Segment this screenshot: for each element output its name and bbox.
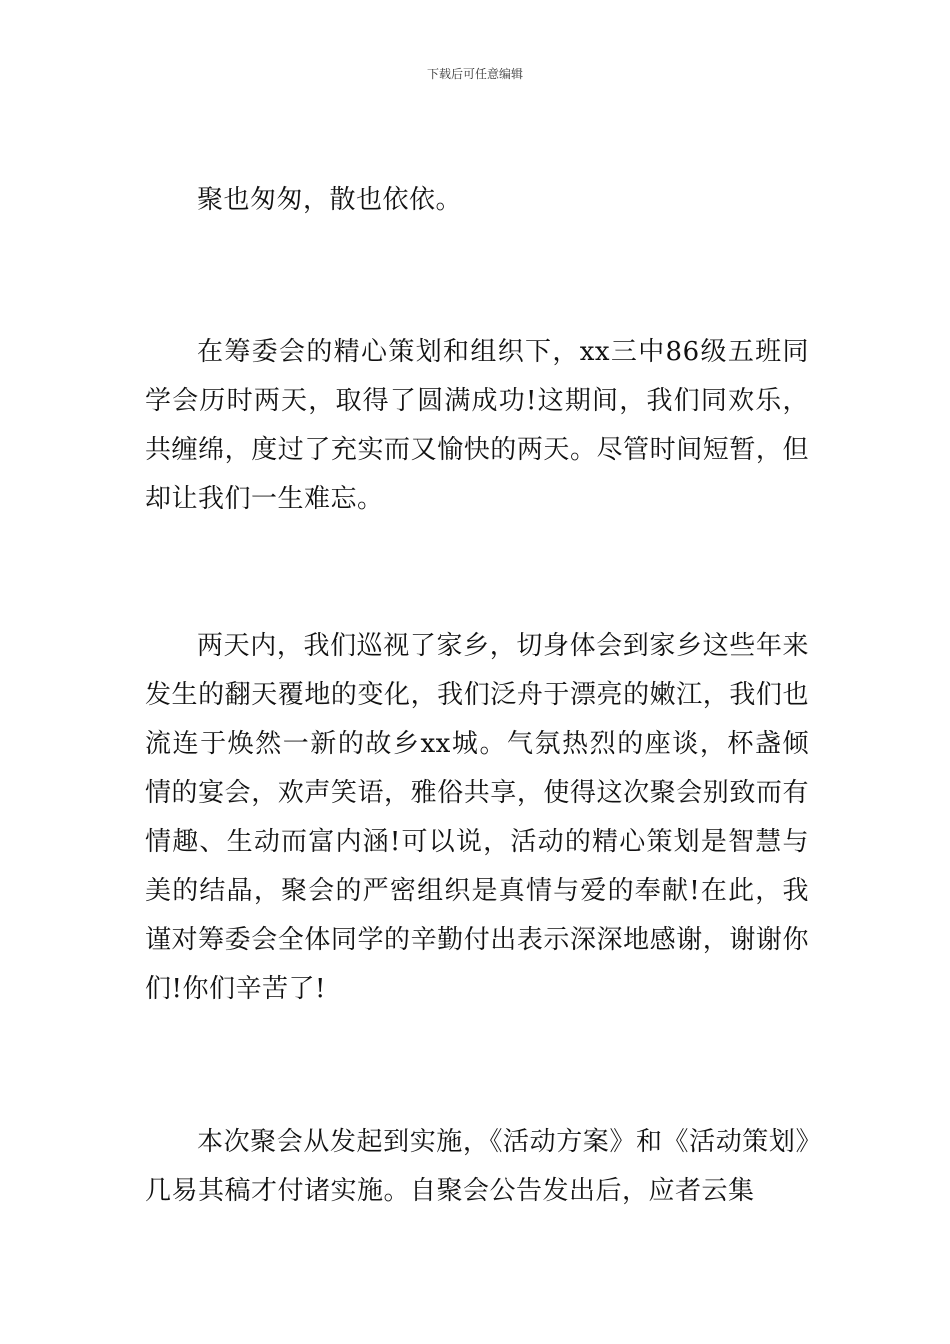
- page-header: 下载后可任意编辑: [426, 67, 523, 81]
- paragraph-2: 在筹委会的精心策划和组织下，xx三中86级五班同学会历时两天，取得了圆满成功!这期间，我们同欢乐，共缠绵，度过了充实而又愉快的两天。尽管时间短暂，但却让我们一生难忘。: [145, 337, 809, 514]
- paragraph-4: 本次聚会从发起到实施，《活动方案》和《活动策划》几易其稿才付诸实施。自聚会公告发出后，应者云集: [145, 1127, 809, 1206]
- paragraph-3: 两天内，我们巡视了家乡，切身体会到家乡这些年来发生的翻天覆地的变化，我们泛舟于漂亮的嫩江，我们也流连于焕然一新的故乡xx城。气氛热烈的座谈，杯盏倾情的宴会，欢声笑语，雅俗共享，使得这次聚会别致而有情趣、生动而富内涵!可以说，活动的精心策划是智慧与美的结晶，聚会的严密组织是真情与爱的奉献!在此，我谨对筹委会全体同学的辛勤付出表示深深地感谢，谢谢你们!你们辛苦了!: [145, 631, 809, 1004]
- paragraph-1: 聚也匆匆，散也依依。: [197, 185, 463, 215]
